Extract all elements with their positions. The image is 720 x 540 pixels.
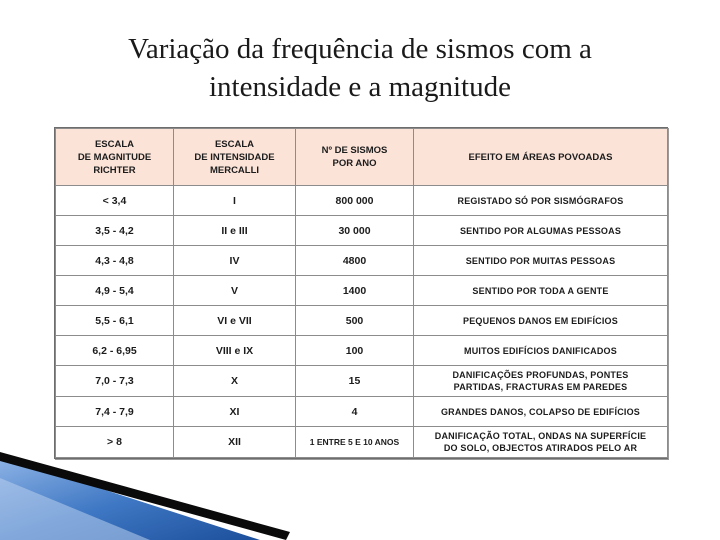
header-effect bbox=[414, 129, 668, 186]
cell-effect bbox=[414, 186, 668, 216]
table-row bbox=[56, 246, 668, 276]
header-intensity bbox=[174, 129, 296, 186]
header-text-line: MERCALLI bbox=[209, 164, 260, 176]
cell-frequency: 800 000 bbox=[296, 186, 414, 216]
page-title-line-1: Variação da frequência de sismos com a bbox=[128, 33, 592, 65]
effect-text-line: DANIFICAÇÕES PROFUNDAS, PONTES bbox=[452, 370, 629, 380]
effect-text-line: PEQUENOS DANOS EM EDIFÍCIOS bbox=[463, 315, 618, 326]
effect-text-line: MUITOS EDIFÍCIOS DANIFICADOS bbox=[464, 345, 617, 356]
cell-intensity: V bbox=[174, 276, 296, 306]
cell-effect bbox=[414, 276, 668, 306]
effect-text-line: DO SOLO, OBJECTOS ATIRADOS PELO AR bbox=[443, 443, 638, 453]
cell-frequency: 500 bbox=[296, 306, 414, 336]
header-text-line: ESCALA bbox=[214, 138, 255, 150]
earthquake-table bbox=[54, 127, 668, 459]
cell-intensity: VI e VII bbox=[174, 306, 296, 336]
cell-magnitude: < 3,4 bbox=[56, 186, 174, 216]
cell-effect bbox=[414, 397, 668, 427]
header-text-line: Nº DE SISMOS bbox=[321, 145, 388, 156]
cell-intensity: XII bbox=[174, 427, 296, 458]
table-row bbox=[56, 186, 668, 216]
cell-frequency: 15 bbox=[296, 366, 414, 397]
cell-effect bbox=[414, 246, 668, 276]
effect-text-line: SENTIDO POR TODA A GENTE bbox=[472, 285, 609, 296]
header-text-line: POR ANO bbox=[332, 158, 377, 169]
cell-frequency: 100 bbox=[296, 336, 414, 366]
table-row bbox=[56, 366, 668, 397]
effect-text-line: GRANDES DANOS, COLAPSO DE EDIFÍCIOS bbox=[440, 406, 641, 417]
cell-effect bbox=[414, 366, 668, 397]
header-text-line: ESCALA bbox=[94, 138, 135, 150]
cell-frequency: 1 ENTRE 5 E 10 ANOS bbox=[296, 427, 414, 458]
cell-intensity: IV bbox=[174, 246, 296, 276]
cell-frequency: 4800 bbox=[296, 246, 414, 276]
cell-magnitude: 7,0 - 7,3 bbox=[56, 366, 174, 397]
cell-effect bbox=[414, 216, 668, 246]
cell-effect bbox=[414, 427, 668, 458]
cell-frequency: 4 bbox=[296, 397, 414, 427]
table-row bbox=[56, 336, 668, 366]
cell-frequency: 1400 bbox=[296, 276, 414, 306]
cell-intensity: VIII e IX bbox=[174, 336, 296, 366]
corner-decoration bbox=[0, 448, 290, 540]
effect-text-line: DANIFICAÇÃO TOTAL, ONDAS NA SUPERFÍCIE bbox=[434, 431, 647, 441]
cell-intensity: I bbox=[174, 186, 296, 216]
header-text-line: RICHTER bbox=[93, 164, 136, 176]
table-row bbox=[56, 276, 668, 306]
earthquake-table-body bbox=[56, 129, 668, 458]
effect-text-line: PARTIDAS, FRACTURAS EM PAREDES bbox=[453, 382, 628, 392]
effect-text-line: SENTIDO POR MUITAS PESSOAS bbox=[465, 255, 616, 266]
cell-intensity: XI bbox=[174, 397, 296, 427]
page-title bbox=[0, 30, 720, 106]
table-row bbox=[56, 216, 668, 246]
cell-magnitude: 5,5 - 6,1 bbox=[56, 306, 174, 336]
cell-effect bbox=[414, 306, 668, 336]
page-title-line-2: intensidade e a magnitude bbox=[209, 71, 511, 103]
cell-magnitude: 3,5 - 4,2 bbox=[56, 216, 174, 246]
table-row bbox=[56, 306, 668, 336]
cell-magnitude: > 8 bbox=[56, 427, 174, 458]
cell-intensity: II e III bbox=[174, 216, 296, 246]
cell-magnitude: 6,2 - 6,95 bbox=[56, 336, 174, 366]
cell-intensity: X bbox=[174, 366, 296, 397]
cell-effect bbox=[414, 336, 668, 366]
cell-frequency: 30 000 bbox=[296, 216, 414, 246]
header-frequency bbox=[296, 129, 414, 186]
header-magnitude bbox=[56, 129, 174, 186]
table-header-row bbox=[56, 129, 668, 186]
header-text-line: DE MAGNITUDE bbox=[77, 151, 152, 163]
cell-magnitude: 4,3 - 4,8 bbox=[56, 246, 174, 276]
header-text-line: DE INTENSIDADE bbox=[194, 151, 275, 163]
effect-text-line: SENTIDO POR ALGUMAS PESSOAS bbox=[459, 225, 622, 236]
effect-text-line: REGISTADO SÓ POR SISMÓGRAFOS bbox=[457, 195, 624, 206]
header-text-line: EFEITO EM ÁREAS POVOADAS bbox=[468, 151, 613, 163]
cell-magnitude: 7,4 - 7,9 bbox=[56, 397, 174, 427]
table-row bbox=[56, 397, 668, 427]
cell-magnitude: 4,9 - 5,4 bbox=[56, 276, 174, 306]
